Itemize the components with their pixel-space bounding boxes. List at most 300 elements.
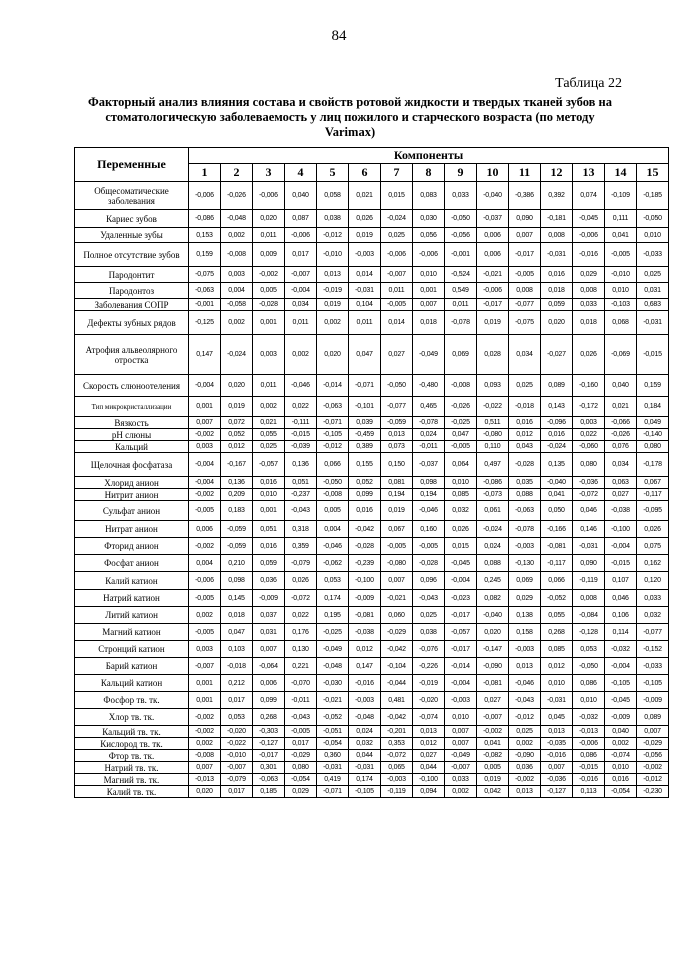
loading-cell: -0,044 [381, 675, 413, 692]
loading-cell: -0,007 [221, 762, 253, 774]
loading-cell: -0,002 [189, 429, 221, 441]
row-label: Кислород тв. тк. [75, 738, 189, 750]
component-number: 4 [285, 164, 317, 182]
loading-cell: 0,001 [253, 311, 285, 335]
loading-cell: 0,245 [477, 572, 509, 590]
loading-cell: 0,002 [253, 397, 285, 417]
loading-cell: -0,012 [317, 441, 349, 453]
loading-cell: -0,117 [637, 489, 669, 501]
loading-cell: -0,006 [285, 228, 317, 243]
loading-cell: -0,005 [445, 441, 477, 453]
loading-cell: 0,001 [189, 675, 221, 692]
table-row [75, 228, 669, 243]
table-row [75, 762, 669, 774]
loading-cell: 0,007 [189, 417, 221, 429]
loading-cell: -0,002 [637, 762, 669, 774]
loading-cell: 0,034 [285, 299, 317, 311]
loading-cell: -0,004 [285, 283, 317, 299]
loading-cell: -0,040 [477, 607, 509, 624]
loading-cell: -0,006 [413, 243, 445, 267]
row-label: Фосфор тв. тк. [75, 692, 189, 709]
row-label: Литий катион [75, 607, 189, 624]
loading-cell: -0,185 [637, 182, 669, 210]
loading-cell: -0,024 [381, 210, 413, 228]
loading-cell: -0,069 [605, 335, 637, 375]
row-label: Барий катион [75, 658, 189, 675]
loading-cell: 0,010 [253, 489, 285, 501]
loading-cell: 0,110 [477, 441, 509, 453]
loading-cell: 0,185 [253, 786, 285, 798]
loading-cell: -0,109 [605, 182, 637, 210]
loading-cell: -0,178 [637, 453, 669, 477]
loading-cell: 0,085 [445, 489, 477, 501]
row-label: Кальций катион [75, 675, 189, 692]
table-row [75, 786, 669, 798]
loading-cell: -0,019 [413, 675, 445, 692]
factor-table [74, 147, 669, 798]
row-label: Хлор тв. тк. [75, 709, 189, 726]
loading-cell: -0,127 [541, 786, 573, 798]
loading-cell: 0,098 [221, 572, 253, 590]
loading-cell: 0,143 [541, 397, 573, 417]
loading-cell: -0,014 [317, 375, 349, 397]
loading-cell: -0,054 [285, 774, 317, 786]
loading-cell: -0,035 [541, 738, 573, 750]
loading-cell: -0,012 [637, 774, 669, 786]
loading-cell: 0,005 [317, 501, 349, 521]
loading-cell: -0,036 [541, 774, 573, 786]
loading-cell: 0,026 [349, 210, 381, 228]
loading-cell: 0,002 [189, 607, 221, 624]
loading-cell: 0,069 [509, 572, 541, 590]
loading-cell: 0,034 [509, 335, 541, 375]
loading-cell: -0,002 [253, 267, 285, 283]
loading-cell: -0,037 [413, 453, 445, 477]
loading-cell: 0,036 [509, 762, 541, 774]
loading-cell: -0,048 [349, 709, 381, 726]
loading-cell: 0,001 [413, 283, 445, 299]
loading-cell: 0,029 [509, 590, 541, 607]
row-label: Сульфат анион [75, 501, 189, 521]
table-row [75, 311, 669, 335]
loading-cell: 0,210 [221, 555, 253, 572]
loading-cell: -0,081 [477, 675, 509, 692]
loading-cell: 0,136 [285, 453, 317, 477]
loading-cell: 0,001 [253, 501, 285, 521]
loading-cell: -0,031 [573, 538, 605, 555]
loading-cell: -0,045 [605, 692, 637, 709]
loading-cell: -0,018 [221, 658, 253, 675]
loading-cell: 0,028 [477, 335, 509, 375]
loading-cell: 0,053 [317, 572, 349, 590]
loading-cell: -0,066 [605, 417, 637, 429]
table-row [75, 709, 669, 726]
loading-cell: -0,037 [477, 210, 509, 228]
loading-cell: -0,017 [445, 641, 477, 658]
loading-cell: 0,010 [445, 709, 477, 726]
loading-cell: -0,002 [189, 709, 221, 726]
loading-cell: -0,003 [509, 641, 541, 658]
loading-cell: -0,081 [349, 607, 381, 624]
loading-cell: 0,419 [317, 774, 349, 786]
loading-cell: 0,041 [541, 489, 573, 501]
table-title: Факторный анализ влияния состава и свойств ротовой жидкости и твердых тканей зубов на стоматологическую заболеваемость у лиц пожилого и старческого возраста (по методу Varimax) [87, 95, 613, 139]
loading-cell: 0,013 [509, 658, 541, 675]
loading-cell: 0,059 [541, 299, 573, 311]
loading-cell: -0,031 [541, 692, 573, 709]
loading-cell: 0,067 [637, 477, 669, 489]
loading-cell: -0,036 [573, 477, 605, 489]
table-row [75, 692, 669, 709]
loading-cell: -0,167 [221, 453, 253, 477]
loading-cell: 0,007 [509, 228, 541, 243]
row-label: рН слюны [75, 429, 189, 441]
loading-cell: -0,007 [285, 267, 317, 283]
loading-cell: 0,008 [541, 228, 573, 243]
loading-cell: -0,100 [349, 572, 381, 590]
loading-cell: 0,360 [317, 750, 349, 762]
loading-cell: -0,021 [477, 267, 509, 283]
loading-cell: -0,201 [381, 726, 413, 738]
loading-cell: 0,012 [509, 429, 541, 441]
loading-cell: -0,059 [221, 521, 253, 538]
loading-cell: 0,006 [477, 228, 509, 243]
loading-cell: 0,041 [477, 738, 509, 750]
loading-cell: -0,077 [509, 299, 541, 311]
loading-cell: 0,036 [253, 572, 285, 590]
loading-cell: -0,130 [509, 555, 541, 572]
loading-cell: 0,007 [381, 572, 413, 590]
table-row [75, 590, 669, 607]
loading-cell: -0,042 [381, 641, 413, 658]
table-row [75, 572, 669, 590]
loading-cell: 0,007 [541, 762, 573, 774]
loading-cell: 0,209 [221, 489, 253, 501]
loading-cell: -0,004 [189, 453, 221, 477]
loading-cell: 0,051 [253, 521, 285, 538]
loading-cell: 0,013 [317, 267, 349, 283]
loading-cell: 0,019 [477, 311, 509, 335]
loading-cell: 0,003 [189, 641, 221, 658]
loading-cell: -0,226 [413, 658, 445, 675]
component-number: 3 [253, 164, 285, 182]
loading-cell: -0,049 [445, 750, 477, 762]
loading-cell: 0,010 [637, 228, 669, 243]
loading-cell: 0,049 [637, 417, 669, 429]
loading-cell: -0,056 [637, 750, 669, 762]
loading-cell: -0,086 [477, 477, 509, 489]
loading-cell: -0,010 [221, 750, 253, 762]
loading-cell: 0,099 [253, 692, 285, 709]
loading-cell: 0,011 [349, 311, 381, 335]
loading-cell: 0,063 [605, 477, 637, 489]
loading-cell: -0,045 [445, 555, 477, 572]
loading-cell: 0,195 [317, 607, 349, 624]
loading-cell: -0,040 [541, 477, 573, 489]
row-label: Натрий катион [75, 590, 189, 607]
loading-cell: 0,020 [253, 210, 285, 228]
loading-cell: 0,018 [541, 283, 573, 299]
loading-cell: -0,128 [573, 624, 605, 641]
loading-cell: 0,076 [605, 441, 637, 453]
loading-cell: 0,024 [477, 538, 509, 555]
loading-cell: -0,048 [317, 658, 349, 675]
loading-cell: 0,032 [349, 738, 381, 750]
loading-cell: 0,080 [637, 441, 669, 453]
loading-cell: 0,088 [477, 555, 509, 572]
loading-cell: -0,002 [477, 726, 509, 738]
loading-cell: 0,016 [605, 774, 637, 786]
loading-cell: -0,095 [637, 501, 669, 521]
table-row [75, 675, 669, 692]
loading-cell: -0,009 [253, 590, 285, 607]
loading-cell: 0,465 [413, 397, 445, 417]
loading-cell: 0,051 [285, 477, 317, 489]
loading-cell: 0,011 [381, 283, 413, 299]
loading-cell: 0,016 [541, 429, 573, 441]
loading-cell: -0,028 [253, 299, 285, 311]
header-variables: Переменные [75, 148, 189, 182]
loading-cell: -0,010 [317, 243, 349, 267]
loading-cell: -0,005 [189, 590, 221, 607]
table-row [75, 429, 669, 441]
loading-cell: 0,061 [477, 501, 509, 521]
loading-cell: -0,004 [189, 375, 221, 397]
loading-cell: 0,040 [285, 182, 317, 210]
loading-cell: 0,002 [605, 738, 637, 750]
loading-cell: -0,031 [349, 283, 381, 299]
loading-cell: -0,015 [285, 429, 317, 441]
loading-cell: 0,043 [509, 441, 541, 453]
loading-cell: 0,022 [573, 429, 605, 441]
loading-cell: 0,019 [317, 299, 349, 311]
loading-cell: -0,050 [573, 658, 605, 675]
loading-cell: 0,130 [285, 641, 317, 658]
component-number: 10 [477, 164, 509, 182]
page-number: 84 [331, 28, 347, 44]
row-label: Фосфат анион [75, 555, 189, 572]
loading-cell: 0,005 [253, 283, 285, 299]
table-row [75, 641, 669, 658]
row-label: Стронций катион [75, 641, 189, 658]
loading-cell: -0,043 [509, 692, 541, 709]
header-components: Компоненты [189, 148, 669, 164]
loading-cell: 0,194 [381, 489, 413, 501]
row-label: Щелочная фосфатаза [75, 453, 189, 477]
loading-cell: -0,019 [317, 283, 349, 299]
loading-cell: 0,086 [573, 750, 605, 762]
row-label: Фторид анион [75, 538, 189, 555]
table-row [75, 182, 669, 210]
loading-cell: 0,017 [221, 786, 253, 798]
table-row [75, 283, 669, 299]
loading-cell: -0,038 [605, 501, 637, 521]
loading-cell: -0,064 [253, 658, 285, 675]
loading-cell: 0,136 [221, 477, 253, 489]
loading-cell: -0,042 [381, 709, 413, 726]
row-label: Пародонтоз [75, 283, 189, 299]
loading-cell: 0,011 [445, 299, 477, 311]
loading-cell: -0,052 [317, 709, 349, 726]
loading-cell: -0,077 [381, 397, 413, 417]
row-label: Тип микрокристаллизации [75, 397, 189, 417]
loading-cell: 0,318 [285, 521, 317, 538]
loading-cell: 0,135 [541, 453, 573, 477]
loading-cell: -0,005 [189, 624, 221, 641]
loading-cell: -0,022 [221, 738, 253, 750]
loading-cell: 0,104 [349, 299, 381, 311]
loading-cell: -0,011 [413, 441, 445, 453]
loading-cell: 0,041 [605, 228, 637, 243]
loading-cell: -0,046 [317, 538, 349, 555]
loading-cell: 0,020 [541, 311, 573, 335]
loading-cell: -0,117 [541, 555, 573, 572]
loading-cell: 0,042 [477, 786, 509, 798]
loading-cell: -0,004 [605, 658, 637, 675]
loading-cell: -0,008 [445, 375, 477, 397]
loading-cell: 0,007 [637, 726, 669, 738]
loading-cell: -0,014 [445, 658, 477, 675]
loading-cell: 0,001 [189, 397, 221, 417]
loading-cell: -0,010 [605, 267, 637, 283]
loading-cell: 0,011 [253, 228, 285, 243]
loading-cell: -0,021 [381, 590, 413, 607]
loading-cell: -0,063 [509, 501, 541, 521]
loading-cell: 0,086 [573, 675, 605, 692]
loading-cell: -0,003 [349, 692, 381, 709]
loading-cell: -0,048 [221, 210, 253, 228]
loading-cell: 0,066 [541, 572, 573, 590]
loading-cell: 0,017 [285, 738, 317, 750]
loading-cell: -0,078 [413, 417, 445, 429]
component-number: 7 [381, 164, 413, 182]
loading-cell: 0,007 [445, 738, 477, 750]
loading-cell: 0,176 [285, 624, 317, 641]
loading-cell: 0,025 [509, 726, 541, 738]
loading-cell: -0,070 [285, 675, 317, 692]
loading-cell: 0,027 [605, 489, 637, 501]
loading-cell: -0,046 [285, 375, 317, 397]
loading-cell: -0,002 [509, 774, 541, 786]
loading-cell: 0,005 [477, 762, 509, 774]
loading-cell: 0,016 [349, 501, 381, 521]
loading-cell: -0,057 [253, 453, 285, 477]
loading-cell: -0,033 [637, 658, 669, 675]
loading-cell: -0,020 [221, 726, 253, 738]
loading-cell: -0,038 [349, 624, 381, 641]
loading-cell: -0,001 [445, 243, 477, 267]
loading-cell: 0,009 [253, 243, 285, 267]
loading-cell: 0,025 [509, 375, 541, 397]
loading-cell: 0,027 [413, 750, 445, 762]
table-row [75, 774, 669, 786]
loading-cell: 0,021 [349, 182, 381, 210]
loading-cell: 0,007 [189, 762, 221, 774]
loading-cell: 0,153 [189, 228, 221, 243]
loading-cell: -0,160 [573, 375, 605, 397]
table-row [75, 477, 669, 489]
loading-cell: 0,024 [413, 429, 445, 441]
loading-cell: -0,003 [509, 538, 541, 555]
loading-cell: -0,049 [317, 641, 349, 658]
loading-cell: 0,098 [413, 477, 445, 489]
table-row [75, 607, 669, 624]
loading-cell: 0,027 [477, 692, 509, 709]
loading-cell: -0,007 [477, 709, 509, 726]
loading-cell: 0,099 [349, 489, 381, 501]
loading-cell: 0,003 [573, 417, 605, 429]
loading-cell: 0,159 [637, 375, 669, 397]
loading-cell: 0,147 [189, 335, 221, 375]
loading-cell: -0,030 [317, 675, 349, 692]
row-label: Кариес зубов [75, 210, 189, 228]
loading-cell: -0,026 [221, 182, 253, 210]
loading-cell: 0,007 [413, 299, 445, 311]
loading-cell: 0,019 [349, 228, 381, 243]
loading-cell: -0,105 [637, 675, 669, 692]
loading-cell: 0,056 [413, 228, 445, 243]
loading-cell: -0,101 [349, 397, 381, 417]
loading-cell: -0,230 [637, 786, 669, 798]
loading-cell: 0,001 [189, 692, 221, 709]
loading-cell: -0,071 [317, 786, 349, 798]
loading-cell: 0,060 [381, 607, 413, 624]
loading-cell: -0,074 [605, 750, 637, 762]
loading-cell: -0,046 [413, 501, 445, 521]
loading-cell: 0,549 [445, 283, 477, 299]
row-label: Фтор тв. тк. [75, 750, 189, 762]
loading-cell: -0,006 [189, 572, 221, 590]
loading-cell: 0,047 [445, 429, 477, 441]
loading-cell: 0,044 [413, 762, 445, 774]
loading-cell: -0,386 [509, 182, 541, 210]
loading-cell: -0,059 [221, 538, 253, 555]
loading-cell: 0,497 [477, 453, 509, 477]
loading-cell: 0,033 [445, 774, 477, 786]
loading-cell: 0,012 [413, 738, 445, 750]
loading-cell: -0,127 [253, 738, 285, 750]
loading-cell: 0,013 [509, 786, 541, 798]
loading-cell: -0,029 [381, 624, 413, 641]
loading-cell: -0,111 [285, 417, 317, 429]
component-number: 2 [221, 164, 253, 182]
loading-cell: 0,010 [541, 675, 573, 692]
loading-cell: -0,028 [349, 538, 381, 555]
loading-cell: 0,081 [381, 477, 413, 489]
loading-cell: -0,008 [317, 489, 349, 501]
loading-cell: 0,010 [573, 692, 605, 709]
loading-cell: 0,031 [637, 283, 669, 299]
loading-cell: 0,059 [253, 555, 285, 572]
loading-cell: -0,105 [317, 429, 349, 441]
loading-cell: 0,481 [381, 692, 413, 709]
loading-cell: 0,016 [253, 477, 285, 489]
loading-cell: -0,017 [477, 299, 509, 311]
loading-cell: 0,021 [605, 397, 637, 417]
loading-cell: -0,028 [509, 453, 541, 477]
loading-cell: -0,004 [445, 572, 477, 590]
loading-cell: 0,038 [317, 210, 349, 228]
loading-cell: 0,002 [221, 228, 253, 243]
row-label: Пародонтит [75, 267, 189, 283]
loading-cell: -0,181 [541, 210, 573, 228]
loading-cell: 0,138 [509, 607, 541, 624]
loading-cell: -0,016 [573, 774, 605, 786]
loading-cell: 0,004 [189, 555, 221, 572]
loading-cell: 0,020 [317, 335, 349, 375]
loading-cell: 0,038 [413, 624, 445, 641]
loading-cell: 0,053 [573, 641, 605, 658]
